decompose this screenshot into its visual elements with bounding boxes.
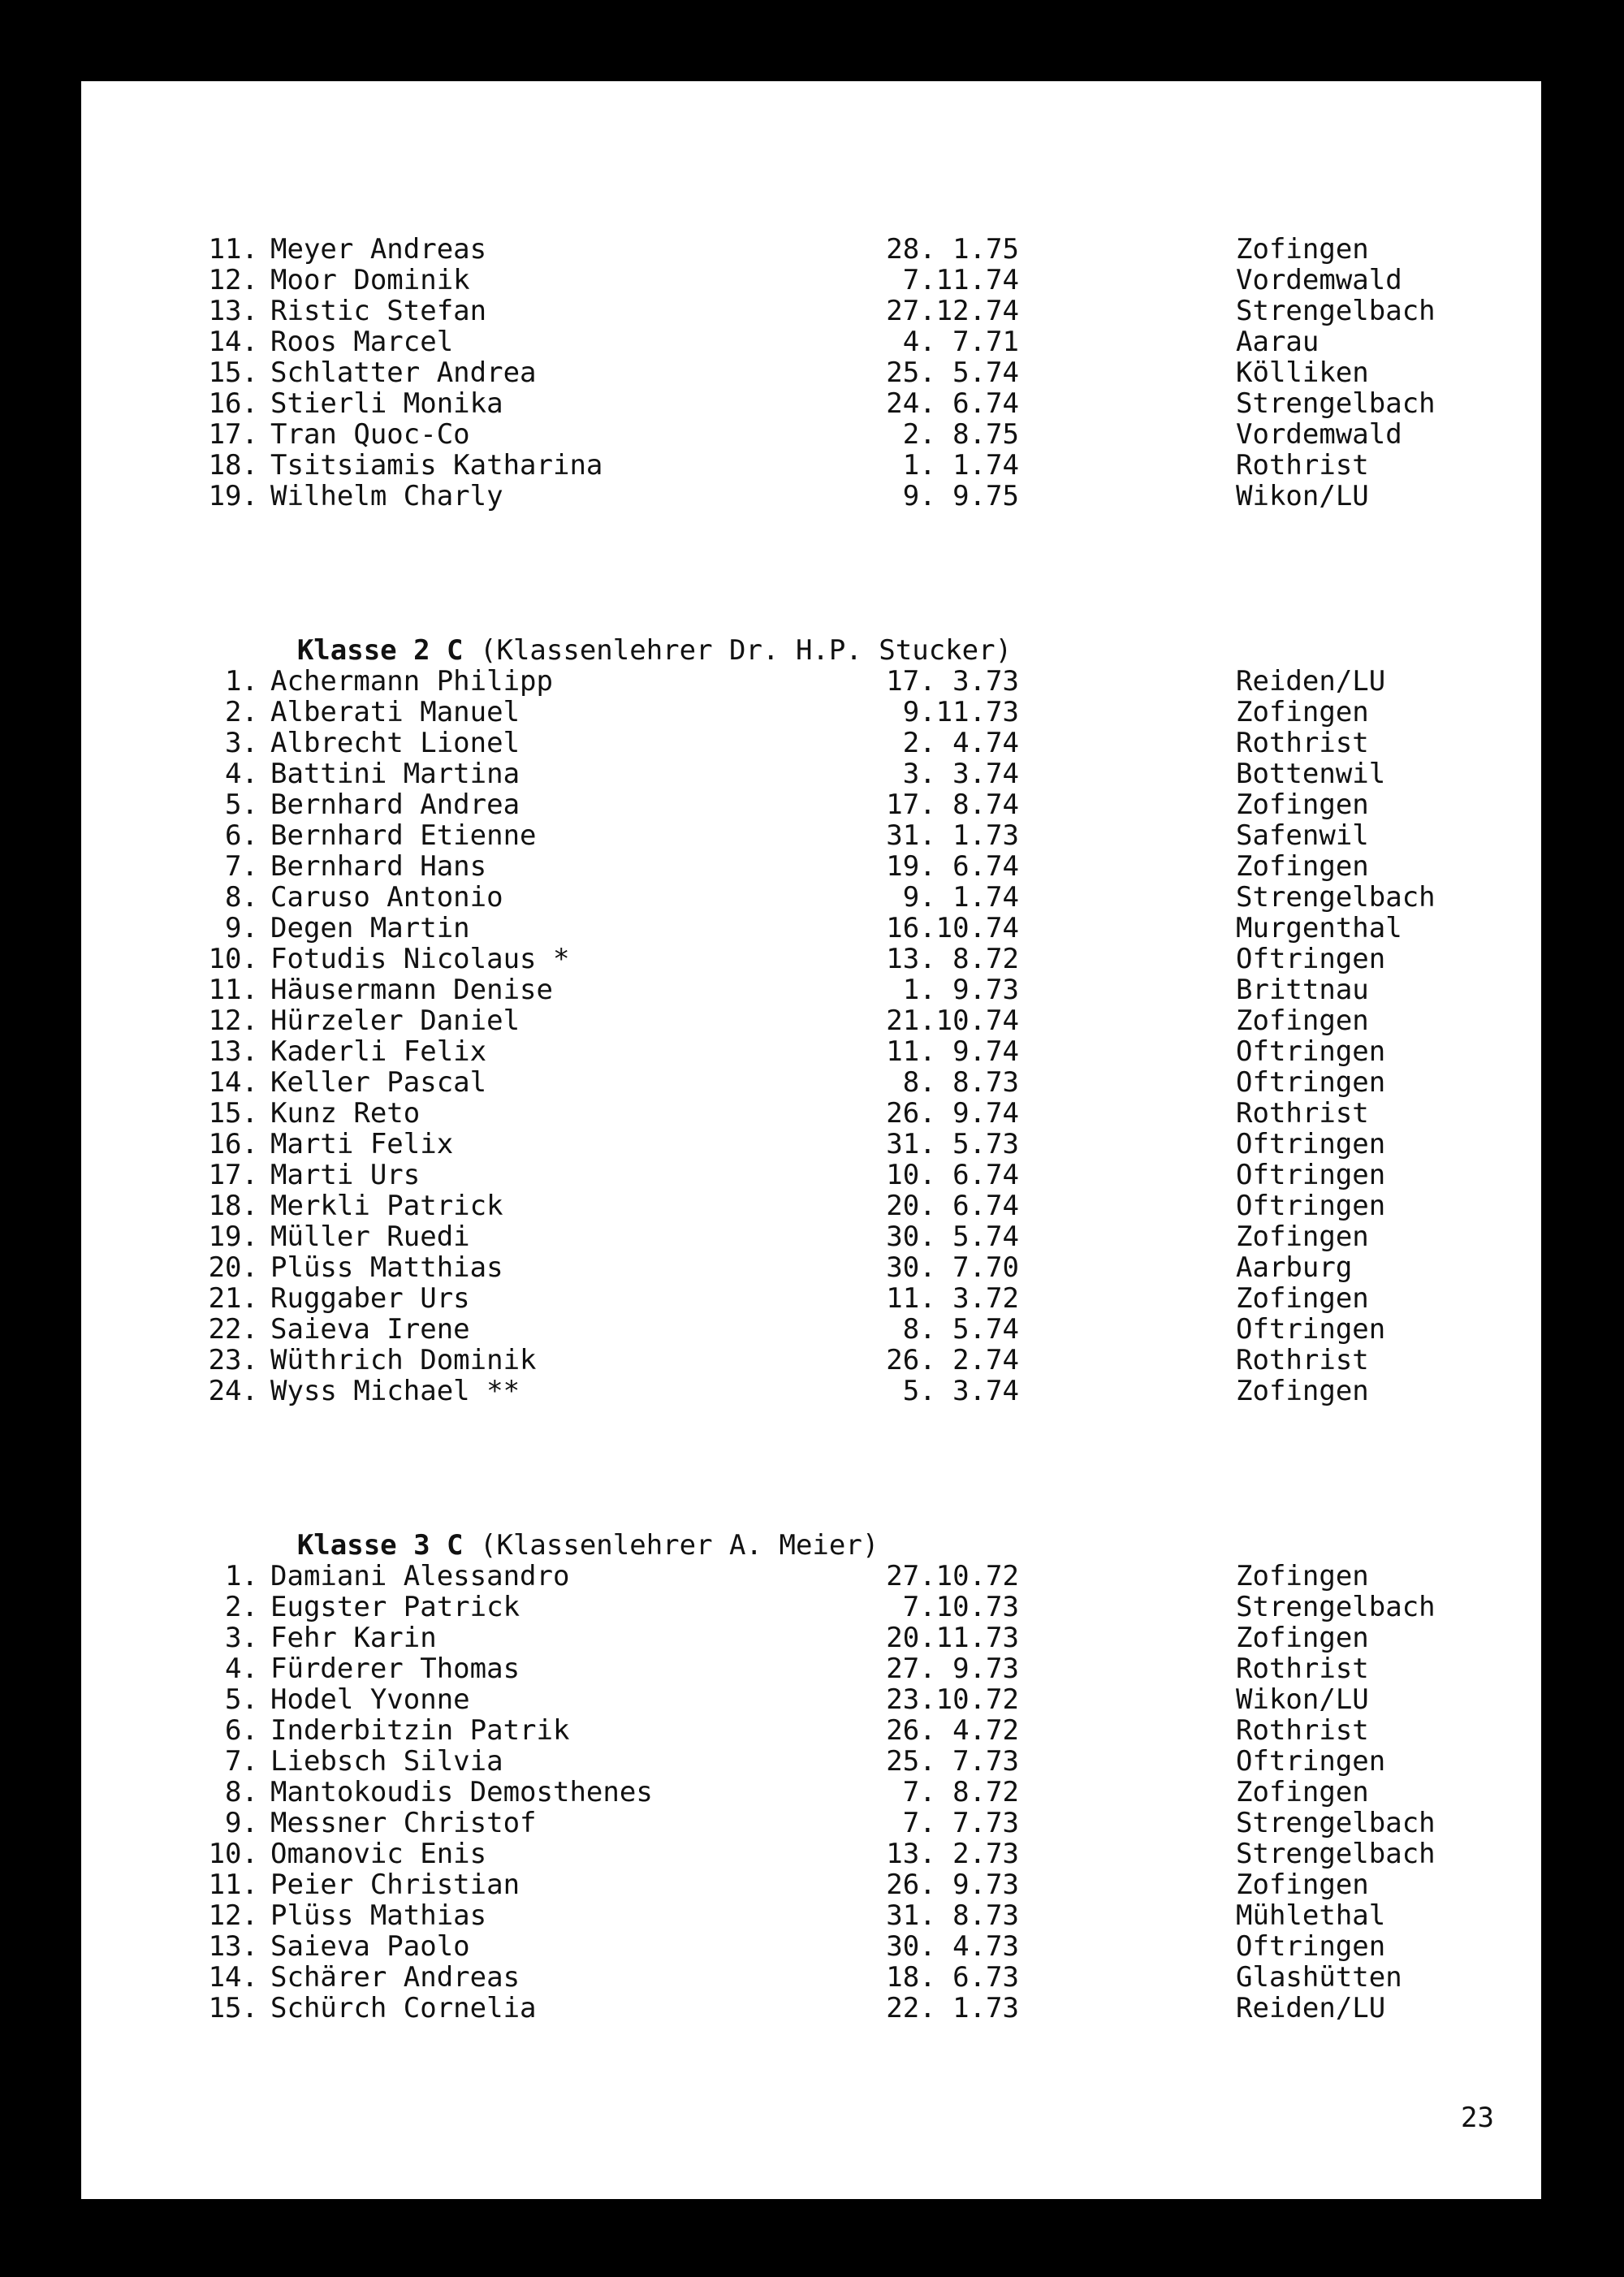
row-number: 6. — [225, 1714, 258, 1747]
student-name: Bernhard Hans — [270, 850, 487, 883]
class-label: Klasse 2 C — [296, 634, 464, 667]
student-name: Ruggaber Urs — [270, 1282, 470, 1315]
student-name: Häusermann Denise — [270, 974, 553, 1006]
section-spacer — [197, 512, 1464, 604]
hometown: Strengelbach — [1236, 295, 1436, 327]
student-row — [197, 1067, 1464, 1098]
hometown: Oftringen — [1236, 1190, 1386, 1222]
student-name: Fürderer Thomas — [270, 1653, 520, 1685]
row-number: 3. — [225, 727, 258, 759]
row-number: 17. — [208, 1159, 258, 1191]
birth-date: 23.10.72 — [886, 1683, 1019, 1716]
student-row — [197, 1345, 1464, 1376]
hometown: Oftringen — [1236, 1313, 1386, 1346]
student-row — [197, 265, 1464, 296]
birth-date: 19. 6.74 — [886, 850, 1019, 883]
hometown: Reiden/LU — [1236, 665, 1386, 698]
row-number: 16. — [208, 387, 258, 420]
hometown: Zofingen — [1236, 696, 1369, 728]
student-row — [197, 450, 1464, 481]
row-number: 23. — [208, 1344, 258, 1376]
student-row — [197, 234, 1464, 265]
hometown: Zofingen — [1236, 1560, 1369, 1592]
birth-date: 1. 1.74 — [902, 449, 1019, 482]
student-row — [197, 388, 1464, 419]
birth-date: 9. 9.75 — [902, 480, 1019, 512]
student-name: Tran Quoc-Co — [270, 418, 470, 451]
row-number: 18. — [208, 1190, 258, 1222]
hometown: Kölliken — [1236, 356, 1369, 389]
student-name: Fehr Karin — [270, 1622, 437, 1654]
hometown: Strengelbach — [1236, 1807, 1436, 1839]
row-number: 14. — [208, 1961, 258, 1994]
student-row — [197, 357, 1464, 388]
hometown: Zofingen — [1236, 1776, 1369, 1808]
hometown: Vordemwald — [1236, 418, 1402, 451]
birth-date: 17. 3.73 — [886, 665, 1019, 698]
row-number: 9. — [225, 912, 258, 944]
student-name: Merkli Patrick — [270, 1190, 503, 1222]
hometown: Strengelbach — [1236, 387, 1436, 420]
birth-date: 27.12.74 — [886, 295, 1019, 327]
row-number: 15. — [208, 1097, 258, 1130]
student-row — [197, 1314, 1464, 1345]
hometown: Rothrist — [1236, 1653, 1369, 1685]
student-name: Marti Urs — [270, 1159, 421, 1191]
student-row — [197, 1993, 1464, 2024]
student-row — [197, 1746, 1464, 1777]
student-name: Schlatter Andrea — [270, 356, 537, 389]
hometown: Oftringen — [1236, 1930, 1386, 1963]
hometown: Bottenwil — [1236, 758, 1386, 790]
hometown: Safenwil — [1236, 819, 1369, 852]
hometown: Rothrist — [1236, 1097, 1369, 1130]
student-row — [197, 1036, 1464, 1067]
student-list-2c — [197, 666, 1464, 1406]
student-name: Bernhard Andrea — [270, 789, 520, 821]
row-number: 20. — [208, 1251, 258, 1284]
birth-date: 30. 5.74 — [886, 1221, 1019, 1253]
student-row — [197, 1622, 1464, 1653]
section-spacer — [197, 1406, 1464, 1499]
student-name: Hürzeler Daniel — [270, 1005, 520, 1037]
row-number: 9. — [225, 1807, 258, 1839]
row-number: 18. — [208, 449, 258, 482]
student-name: Ristic Stefan — [270, 295, 487, 327]
student-name: Fotudis Nicolaus * — [270, 943, 570, 975]
student-row — [197, 1098, 1464, 1129]
student-name: Albrecht Lionel — [270, 727, 520, 759]
birth-date: 26. 4.72 — [886, 1714, 1019, 1747]
birth-date: 7. 7.73 — [902, 1807, 1019, 1839]
birth-date: 21.10.74 — [886, 1005, 1019, 1037]
student-name: Achermann Philipp — [270, 665, 553, 698]
birth-date: 31. 8.73 — [886, 1899, 1019, 1932]
row-number: 12. — [208, 1899, 258, 1932]
hometown: Oftringen — [1236, 1035, 1386, 1068]
student-row — [197, 1808, 1464, 1838]
student-name: Tsitsiamis Katharina — [270, 449, 603, 482]
hometown: Zofingen — [1236, 1622, 1369, 1654]
student-name: Caruso Antonio — [270, 881, 503, 914]
hometown: Strengelbach — [1236, 1591, 1436, 1623]
row-number: 14. — [208, 326, 258, 358]
row-number: 10. — [208, 1838, 258, 1870]
student-row — [197, 697, 1464, 728]
row-number: 17. — [208, 418, 258, 451]
hometown: Aarburg — [1236, 1251, 1353, 1284]
hometown: Rothrist — [1236, 449, 1369, 482]
hometown: Mühlethal — [1236, 1899, 1386, 1932]
birth-date: 2. 4.74 — [902, 727, 1019, 759]
row-number: 11. — [208, 1869, 258, 1901]
student-row — [197, 1221, 1464, 1252]
student-name: Meyer Andreas — [270, 233, 487, 266]
student-list-3c — [197, 1561, 1464, 2024]
student-row — [197, 728, 1464, 758]
student-name: Roos Marcel — [270, 326, 454, 358]
row-number: 8. — [225, 881, 258, 914]
student-row — [197, 296, 1464, 326]
student-row — [197, 882, 1464, 913]
birth-date: 10. 6.74 — [886, 1159, 1019, 1191]
row-number: 12. — [208, 264, 258, 296]
birth-date: 2. 8.75 — [902, 418, 1019, 451]
hometown: Zofingen — [1236, 1869, 1369, 1901]
student-name: Wilhelm Charly — [270, 480, 503, 512]
row-number: 5. — [225, 789, 258, 821]
row-number: 2. — [225, 696, 258, 728]
student-row — [197, 1684, 1464, 1715]
student-name: Inderbitzin Patrik — [270, 1714, 570, 1747]
student-name: Damiani Alessandro — [270, 1560, 570, 1592]
birth-date: 3. 3.74 — [902, 758, 1019, 790]
row-number: 13. — [208, 1930, 258, 1963]
hometown: Brittnau — [1236, 974, 1369, 1006]
student-list-continued — [197, 234, 1464, 512]
row-number: 19. — [208, 1221, 258, 1253]
row-number: 24. — [208, 1375, 258, 1407]
hometown: Zofingen — [1236, 1282, 1369, 1315]
student-name: Liebsch Silvia — [270, 1745, 503, 1778]
student-row — [197, 1190, 1464, 1221]
birth-date: 11. 3.72 — [886, 1282, 1019, 1315]
row-number: 6. — [225, 819, 258, 852]
row-number: 12. — [208, 1005, 258, 1037]
hometown: Strengelbach — [1236, 1838, 1436, 1870]
birth-date: 9.11.73 — [902, 696, 1019, 728]
student-name: Schärer Andreas — [270, 1961, 520, 1994]
student-row — [197, 1715, 1464, 1746]
student-name: Plüss Matthias — [270, 1251, 503, 1284]
birth-date: 20. 6.74 — [886, 1190, 1019, 1222]
hometown: Wikon/LU — [1236, 1683, 1369, 1716]
birth-date: 26. 2.74 — [886, 1344, 1019, 1376]
student-name: Müller Ruedi — [270, 1221, 470, 1253]
birth-date: 18. 6.73 — [886, 1961, 1019, 1994]
birth-date: 28. 1.75 — [886, 233, 1019, 266]
student-name: Stierli Monika — [270, 387, 503, 420]
row-number: 13. — [208, 295, 258, 327]
student-name: Moor Dominik — [270, 264, 470, 296]
student-name: Bernhard Etienne — [270, 819, 537, 852]
hometown: Glashütten — [1236, 1961, 1402, 1994]
hometown: Wikon/LU — [1236, 480, 1369, 512]
section-heading-2c — [197, 604, 1464, 667]
student-row — [197, 1838, 1464, 1869]
row-number: 4. — [225, 758, 258, 790]
birth-date: 30. 4.73 — [886, 1930, 1019, 1963]
student-name: Eugster Patrick — [270, 1591, 520, 1623]
student-row — [197, 1129, 1464, 1160]
row-number: 7. — [225, 1745, 258, 1778]
hometown: Reiden/LU — [1236, 1992, 1386, 2024]
student-row — [197, 1376, 1464, 1406]
document-page — [81, 81, 1541, 2199]
student-name: Degen Martin — [270, 912, 470, 944]
hometown: Zofingen — [1236, 233, 1369, 266]
birth-date: 20.11.73 — [886, 1622, 1019, 1654]
hometown: Rothrist — [1236, 727, 1369, 759]
row-number: 15. — [208, 1992, 258, 2024]
birth-date: 11. 9.74 — [886, 1035, 1019, 1068]
row-number: 5. — [225, 1683, 258, 1716]
student-name: Messner Christof — [270, 1807, 537, 1839]
row-number: 22. — [208, 1313, 258, 1346]
birth-date: 1. 9.73 — [902, 974, 1019, 1006]
birth-date: 31. 1.73 — [886, 819, 1019, 852]
row-number: 11. — [208, 233, 258, 266]
class-label: Klasse 3 C — [296, 1529, 464, 1562]
student-row — [197, 820, 1464, 851]
student-row — [197, 1592, 1464, 1622]
student-row — [197, 913, 1464, 944]
birth-date: 25. 5.74 — [886, 356, 1019, 389]
row-number: 16. — [208, 1128, 258, 1160]
student-row — [197, 1869, 1464, 1900]
hometown: Oftringen — [1236, 1066, 1386, 1099]
section-heading-3c — [197, 1499, 1464, 1562]
student-name: Omanovic Enis — [270, 1838, 487, 1870]
birth-date: 31. 5.73 — [886, 1128, 1019, 1160]
row-number: 10. — [208, 943, 258, 975]
row-number: 14. — [208, 1066, 258, 1099]
student-name: Alberati Manuel — [270, 696, 520, 728]
student-name: Plüss Mathias — [270, 1899, 487, 1932]
class-lists — [197, 234, 1464, 2024]
hometown: Oftringen — [1236, 943, 1386, 975]
row-number: 1. — [225, 665, 258, 698]
student-name: Battini Martina — [270, 758, 520, 790]
birth-date: 24. 6.74 — [886, 387, 1019, 420]
hometown: Oftringen — [1236, 1128, 1386, 1160]
student-row — [197, 1777, 1464, 1808]
teacher-label: (Klassenlehrer Dr. H.P. Stucker) — [480, 634, 1013, 667]
hometown: Rothrist — [1236, 1714, 1369, 1747]
hometown: Murgenthal — [1236, 912, 1402, 944]
row-number: 1. — [225, 1560, 258, 1592]
birth-date: 27.10.72 — [886, 1560, 1019, 1592]
student-name: Wüthrich Dominik — [270, 1344, 537, 1376]
birth-date: 7.11.74 — [902, 264, 1019, 296]
hometown: Rothrist — [1236, 1344, 1369, 1376]
row-number: 19. — [208, 480, 258, 512]
birth-date: 26. 9.73 — [886, 1869, 1019, 1901]
student-name: Kaderli Felix — [270, 1035, 487, 1068]
student-row — [197, 1160, 1464, 1190]
birth-date: 25. 7.73 — [886, 1745, 1019, 1778]
birth-date: 27. 9.73 — [886, 1653, 1019, 1685]
hometown: Strengelbach — [1236, 881, 1436, 914]
birth-date: 8. 5.74 — [902, 1313, 1019, 1346]
hometown: Zofingen — [1236, 1221, 1369, 1253]
row-number: 4. — [225, 1653, 258, 1685]
hometown: Zofingen — [1236, 1005, 1369, 1037]
student-row — [197, 974, 1464, 1005]
birth-date: 8. 8.73 — [902, 1066, 1019, 1099]
hometown: Oftringen — [1236, 1745, 1386, 1778]
student-row — [197, 944, 1464, 974]
hometown: Vordemwald — [1236, 264, 1402, 296]
row-number: 2. — [225, 1591, 258, 1623]
student-row — [197, 1653, 1464, 1684]
student-row — [197, 1283, 1464, 1314]
student-name: Peier Christian — [270, 1869, 520, 1901]
student-row — [197, 1931, 1464, 1962]
student-name: Saieva Irene — [270, 1313, 470, 1346]
page-number: 23 — [1461, 2102, 1494, 2134]
student-row — [197, 326, 1464, 357]
teacher-label: (Klassenlehrer A. Meier) — [480, 1529, 879, 1562]
row-number: 3. — [225, 1622, 258, 1654]
birth-date: 30. 7.70 — [886, 1251, 1019, 1284]
hometown: Zofingen — [1236, 850, 1369, 883]
birth-date: 16.10.74 — [886, 912, 1019, 944]
birth-date: 7.10.73 — [902, 1591, 1019, 1623]
birth-date: 17. 8.74 — [886, 789, 1019, 821]
student-name: Mantokoudis Demosthenes — [270, 1776, 653, 1808]
student-row — [197, 851, 1464, 882]
student-name: Saieva Paolo — [270, 1930, 470, 1963]
birth-date: 9. 1.74 — [902, 881, 1019, 914]
hometown: Zofingen — [1236, 789, 1369, 821]
hometown: Oftringen — [1236, 1159, 1386, 1191]
student-name: Marti Felix — [270, 1128, 454, 1160]
student-row — [197, 481, 1464, 512]
student-row — [197, 758, 1464, 789]
student-row — [197, 1252, 1464, 1283]
birth-date: 4. 7.71 — [902, 326, 1019, 358]
student-name: Wyss Michael ** — [270, 1375, 520, 1407]
student-name: Keller Pascal — [270, 1066, 487, 1099]
student-row — [197, 789, 1464, 820]
student-row — [197, 1561, 1464, 1592]
row-number: 15. — [208, 356, 258, 389]
birth-date: 22. 1.73 — [886, 1992, 1019, 2024]
row-number: 7. — [225, 850, 258, 883]
student-name: Kunz Reto — [270, 1097, 421, 1130]
student-name: Schürch Cornelia — [270, 1992, 537, 2024]
birth-date: 5. 3.74 — [902, 1375, 1019, 1407]
hometown: Aarau — [1236, 326, 1320, 358]
row-number: 8. — [225, 1776, 258, 1808]
student-row — [197, 1900, 1464, 1931]
birth-date: 7. 8.72 — [902, 1776, 1019, 1808]
student-row — [197, 1962, 1464, 1993]
row-number: 21. — [208, 1282, 258, 1315]
birth-date: 13. 8.72 — [886, 943, 1019, 975]
student-name: Hodel Yvonne — [270, 1683, 470, 1716]
hometown: Zofingen — [1236, 1375, 1369, 1407]
student-row — [197, 1005, 1464, 1036]
student-row — [197, 419, 1464, 450]
student-row — [197, 666, 1464, 697]
row-number: 13. — [208, 1035, 258, 1068]
birth-date: 26. 9.74 — [886, 1097, 1019, 1130]
row-number: 11. — [208, 974, 258, 1006]
birth-date: 13. 2.73 — [886, 1838, 1019, 1870]
